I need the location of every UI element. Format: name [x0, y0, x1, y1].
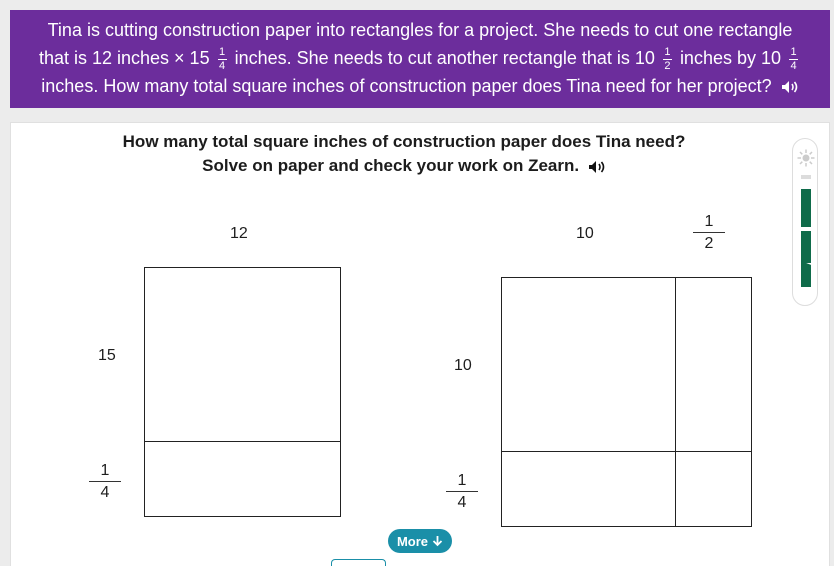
- left-rect-whole: [144, 267, 341, 442]
- speaker-icon[interactable]: [588, 160, 606, 174]
- speaker-icon[interactable]: [781, 80, 799, 94]
- problem-text-c: inches by 10: [679, 48, 782, 68]
- progress-segment: [801, 175, 811, 179]
- right-rect-half: [675, 277, 752, 452]
- question-line-2: Solve on paper and check your work on Zearn.: [0, 154, 808, 178]
- left-rect-fraction: [144, 441, 341, 517]
- bottom-tab[interactable]: [331, 559, 386, 566]
- right-top-fraction: 1 2: [693, 213, 725, 252]
- left-side-fraction: 1 4: [89, 462, 121, 501]
- sun-icon: [797, 149, 815, 167]
- right-top-label: 10: [576, 225, 594, 242]
- problem-line-3: inches. How many total square inches of construction paper does Tina need for her project?: [10, 72, 830, 100]
- progress-tool[interactable]: [792, 138, 818, 306]
- right-rect-quarter: [501, 451, 676, 527]
- problem-line-2: [10, 44, 830, 72]
- problem-banner: [10, 10, 830, 108]
- more-button[interactable]: [388, 529, 452, 553]
- left-top-label: 12: [230, 225, 248, 242]
- left-side-label: 15: [98, 347, 116, 364]
- right-side-fraction: 1 4: [446, 472, 478, 511]
- right-rect-corner: [675, 451, 752, 527]
- question-line-1: How many total square inches of construction paper does Tina need?: [122, 132, 686, 151]
- progress-segment: [801, 189, 811, 227]
- fraction-half: $\frac{1}{2}$: [664, 45, 671, 72]
- more-button-label: More: [396, 533, 429, 549]
- progress-segment: [801, 231, 811, 263]
- right-rect-whole: [501, 277, 676, 452]
- right-side-label: 10: [454, 357, 472, 374]
- problem-text-b: inches. She needs to cut another rectangle that is 10: [234, 48, 655, 68]
- fraction-quarter: $\frac{1}{4}$: [219, 45, 226, 72]
- problem-text-a: that is 12 inches × 15: [38, 48, 210, 68]
- fraction-quarter-2: $\frac{1}{4}$: [790, 45, 797, 72]
- progress-segment: [801, 261, 811, 287]
- problem-line-1: Tina is cutting construction paper into rectangles for a project. She needs to cut one rectangle: [47, 20, 793, 40]
- question-prompt: [0, 130, 808, 178]
- arrow-down-icon: [432, 535, 443, 547]
